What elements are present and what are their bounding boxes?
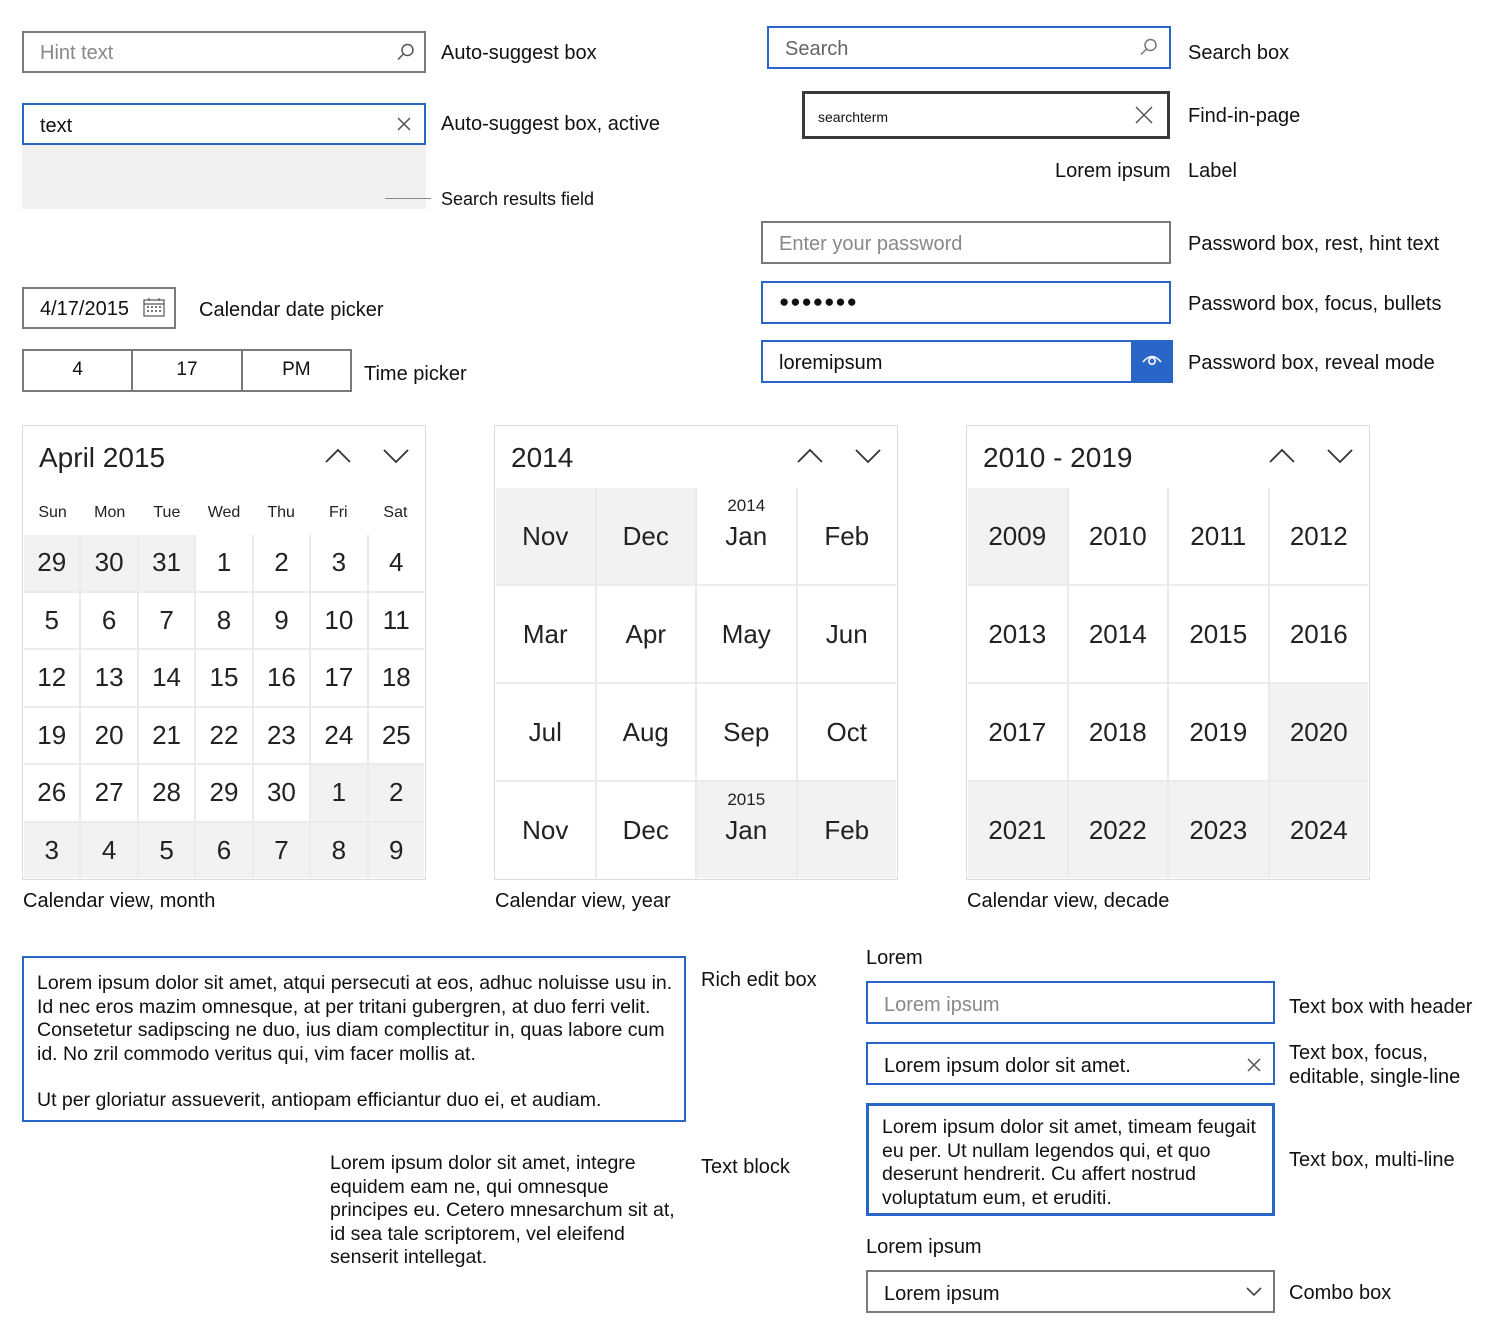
weekday-label: Fri xyxy=(328,504,348,521)
day-cell[interactable]: 3 xyxy=(311,535,366,591)
text-box-placeholder: Lorem ipsum xyxy=(884,994,1000,1016)
day-cell[interactable]: 31 xyxy=(139,535,194,591)
year-cell[interactable]: 2010 xyxy=(1069,488,1168,584)
weekday-label: Sun xyxy=(38,504,67,521)
year-cell[interactable]: 2023 xyxy=(1169,782,1268,878)
day-cell[interactable]: 23 xyxy=(254,708,309,764)
calendar-date-picker[interactable] xyxy=(22,287,176,329)
chevron-up-icon[interactable] xyxy=(795,446,825,466)
day-cell[interactable]: 29 xyxy=(196,765,251,821)
month-cell[interactable] xyxy=(597,488,696,584)
decade-title[interactable]: 2010 - 2019 xyxy=(983,442,1133,473)
day-cell[interactable]: 17 xyxy=(311,650,366,706)
year-marker: 2014 xyxy=(727,496,766,515)
month-label: Aug xyxy=(622,716,669,747)
month-label: Jul xyxy=(528,716,562,747)
auto-suggest-caption: Auto-suggest box xyxy=(441,42,597,64)
reveal-icon xyxy=(1141,351,1163,369)
calendar-icon[interactable] xyxy=(143,297,165,317)
day-cell[interactable]: 5 xyxy=(139,823,194,879)
day-cell[interactable]: 29 xyxy=(24,535,79,591)
password-focus-caption: Password box, focus, bullets xyxy=(1188,293,1442,315)
month-label: Jun xyxy=(825,618,868,649)
label-caption: Label xyxy=(1188,160,1237,182)
year-title[interactable]: 2014 xyxy=(511,442,574,473)
day-cell[interactable]: 14 xyxy=(139,650,194,706)
text-box-header: Lorem xyxy=(866,947,923,969)
year-cell[interactable]: 2015 xyxy=(1169,586,1268,682)
day-cell[interactable]: 6 xyxy=(196,823,251,879)
day-cell[interactable]: 9 xyxy=(369,823,424,879)
day-cell[interactable]: 30 xyxy=(81,535,136,591)
day-cell[interactable]: 1 xyxy=(311,765,366,821)
day-cell[interactable]: 16 xyxy=(254,650,309,706)
password-rest-caption: Password box, rest, hint text xyxy=(1188,233,1440,255)
year-cell[interactable]: 2022 xyxy=(1069,782,1168,878)
auto-suggest-hint: Hint text xyxy=(40,42,114,64)
year-marker: 2015 xyxy=(727,790,766,809)
month-cell[interactable] xyxy=(798,586,897,682)
day-cell[interactable]: 28 xyxy=(139,765,194,821)
find-in-page-box[interactable] xyxy=(802,91,1170,139)
close-icon[interactable] xyxy=(1134,105,1154,125)
calendar-view-month[interactable] xyxy=(22,425,426,880)
weekday-label: Thu xyxy=(267,504,295,521)
auto-suggest-box-active[interactable] xyxy=(22,103,426,145)
month-label: Feb xyxy=(824,814,870,845)
rich-edit-paragraph-1: Lorem ipsum dolor sit amet, atqui persecuti at eos, adhuc noluisse usu in. Id nec eros mazim omnesque, at per tritani gubergren, at duo ferri velit. Consetetur sadipscing ne duo, ius diam complectitur in, quas labore cum id. No zril commodo veritus qui, vim facer mollis at. xyxy=(37,972,673,1065)
text-box-focus[interactable] xyxy=(866,1042,1275,1085)
month-label: Jan xyxy=(725,814,768,845)
search-icon[interactable] xyxy=(1139,37,1159,57)
year-cell[interactable]: 2018 xyxy=(1069,684,1168,780)
day-cell[interactable]: 3 xyxy=(24,823,79,879)
month-cell[interactable] xyxy=(697,782,796,878)
year-cell[interactable]: 2016 xyxy=(1270,586,1369,682)
day-cell[interactable]: 18 xyxy=(369,650,424,706)
rich-edit-box[interactable] xyxy=(22,956,686,1122)
day-cell[interactable]: 24 xyxy=(311,708,366,764)
month-cell[interactable] xyxy=(496,782,595,878)
month-label: Oct xyxy=(826,716,867,747)
day-cell[interactable]: 1 xyxy=(196,535,251,591)
text-box-multiline[interactable] xyxy=(866,1103,1275,1216)
day-cell[interactable]: 6 xyxy=(81,593,136,649)
password-box-focus[interactable] xyxy=(761,281,1171,324)
month-cell[interactable] xyxy=(597,586,696,682)
month-label: Mar xyxy=(522,618,568,649)
year-cell[interactable]: 2017 xyxy=(968,684,1067,780)
day-cell[interactable]: 5 xyxy=(24,593,79,649)
close-icon[interactable] xyxy=(396,116,412,132)
day-cell[interactable]: 22 xyxy=(196,708,251,764)
day-cell[interactable]: 2 xyxy=(254,535,309,591)
date-value: 4/17/2015 xyxy=(40,298,129,320)
text-box-multiline-caption: Text box, multi-line xyxy=(1289,1149,1455,1171)
day-cell[interactable]: 4 xyxy=(81,823,136,879)
calendar-view-year[interactable] xyxy=(494,425,898,880)
text-box-multiline-value: Lorem ipsum dolor sit amet, timeam feugait eu per. Ut nullam legendos qui, et quo deserunt hendrerit. Cu affert nostrud voluptatum eum, et eruditi. xyxy=(882,1116,1256,1209)
month-cell[interactable] xyxy=(697,684,796,780)
chevron-down-icon[interactable] xyxy=(853,446,883,466)
text-box-focus-value: Lorem ipsum dolor sit amet. xyxy=(884,1055,1131,1077)
month-label: Sep xyxy=(723,716,770,747)
month-cell[interactable] xyxy=(496,586,595,682)
day-cell[interactable]: 7 xyxy=(254,823,309,879)
weekday-header xyxy=(24,504,424,522)
weekday-label: Sat xyxy=(383,504,408,521)
day-cell[interactable]: 10 xyxy=(311,593,366,649)
combo-box-header: Lorem ipsum xyxy=(866,1236,982,1258)
day-cell[interactable]: 30 xyxy=(254,765,309,821)
chevron-down-icon[interactable] xyxy=(1325,446,1355,466)
auto-suggest-box[interactable] xyxy=(22,31,426,73)
close-icon[interactable] xyxy=(1246,1057,1262,1073)
password-bullets: ●●●●●●● xyxy=(779,292,858,311)
year-cell[interactable]: 2024 xyxy=(1270,782,1369,878)
month-label: May xyxy=(721,618,771,649)
password-hint: Enter your password xyxy=(779,233,963,255)
day-cell[interactable]: 9 xyxy=(254,593,309,649)
day-cell[interactable]: 2 xyxy=(369,765,424,821)
day-cell[interactable]: 25 xyxy=(369,708,424,764)
search-box-caption: Search box xyxy=(1188,42,1290,64)
year-cell[interactable]: 2020 xyxy=(1270,684,1369,780)
search-box[interactable] xyxy=(767,26,1171,69)
time-hour[interactable]: 4 xyxy=(24,351,133,390)
month-cell[interactable] xyxy=(697,488,796,584)
month-label: Nov xyxy=(522,814,569,845)
day-cell[interactable]: 15 xyxy=(196,650,251,706)
text-block: Lorem ipsum dolor sit amet, integre equidem eam ne, qui omnesque principes eu. Cetero mnesarchum sit at, id sea tale scriptorem, vel eleifend senserit intellegat. xyxy=(330,1152,675,1268)
month-view-caption: Calendar view, month xyxy=(23,890,216,912)
find-in-page-value: searchterm xyxy=(818,109,889,125)
month-cell[interactable] xyxy=(798,782,897,878)
chevron-down-icon[interactable] xyxy=(381,446,411,466)
find-in-page-caption: Find-in-page xyxy=(1188,105,1301,127)
password-box-rest[interactable] xyxy=(761,221,1171,264)
date-picker-caption: Calendar date picker xyxy=(199,299,384,321)
chevron-up-icon[interactable] xyxy=(1267,446,1297,466)
auto-suggest-active-value: text xyxy=(40,115,73,137)
weekday-label: Mon xyxy=(94,504,126,521)
search-results-field[interactable] xyxy=(22,145,426,209)
year-cell[interactable]: 2012 xyxy=(1270,488,1369,584)
text-block-caption: Text block xyxy=(701,1156,790,1178)
search-results-caption: Search results field xyxy=(441,189,595,209)
year-cell[interactable]: 2021 xyxy=(968,782,1067,878)
time-period[interactable]: PM xyxy=(282,359,311,380)
year-cell[interactable]: 2013 xyxy=(968,586,1067,682)
combo-box[interactable] xyxy=(866,1270,1275,1313)
month-cell[interactable] xyxy=(697,586,796,682)
month-label: Dec xyxy=(622,814,669,845)
day-cell[interactable]: 8 xyxy=(196,593,251,649)
reveal-button[interactable] xyxy=(1131,340,1173,383)
callout-line xyxy=(385,198,431,199)
month-days-grid xyxy=(24,535,424,878)
day-cell[interactable]: 11 xyxy=(369,593,424,649)
time-picker[interactable] xyxy=(22,349,352,392)
day-cell[interactable]: 4 xyxy=(369,535,424,591)
day-cell[interactable]: 8 xyxy=(311,823,366,879)
combo-box-value: Lorem ipsum xyxy=(884,1283,1000,1305)
text-box-focus-caption-2: editable, single-line xyxy=(1289,1066,1461,1088)
year-months-grid xyxy=(496,488,896,878)
weekday-label: Tue xyxy=(153,504,181,521)
text-box-header-caption: Text box with header xyxy=(1289,996,1473,1018)
month-label: Feb xyxy=(824,520,870,551)
decade-view-caption: Calendar view, decade xyxy=(967,890,1170,912)
weekday-label: Wed xyxy=(207,504,241,521)
day-cell[interactable]: 27 xyxy=(81,765,136,821)
month-label: Apr xyxy=(625,618,666,649)
month-title[interactable]: April 2015 xyxy=(39,442,166,473)
text-box-focus-caption-1: Text box, focus, xyxy=(1289,1042,1428,1064)
time-picker-caption: Time picker xyxy=(364,363,467,385)
calendar-view-decade[interactable] xyxy=(966,425,1370,880)
day-cell[interactable]: 7 xyxy=(139,593,194,649)
month-label: Dec xyxy=(622,520,669,551)
text-box-with-header[interactable] xyxy=(866,981,1275,1024)
search-icon[interactable] xyxy=(396,42,416,62)
combo-box-caption: Combo box xyxy=(1289,1282,1392,1304)
day-cell[interactable]: 13 xyxy=(81,650,136,706)
day-cell[interactable]: 20 xyxy=(81,708,136,764)
password-reveal-value: loremipsum xyxy=(779,352,883,374)
password-box-reveal[interactable] xyxy=(761,340,1171,383)
auto-suggest-active-caption: Auto-suggest box, active xyxy=(441,113,661,135)
chevron-down-icon[interactable] xyxy=(1245,1286,1263,1298)
time-minute[interactable]: 17 xyxy=(133,351,242,390)
month-cell[interactable] xyxy=(597,782,696,878)
rich-edit-paragraph-2: Ut per gloriatur assueverit, antiopam efficiantur duo ei, et audiam. xyxy=(37,1089,602,1111)
month-cell[interactable] xyxy=(798,488,897,584)
rich-edit-caption: Rich edit box xyxy=(701,969,817,991)
month-cell[interactable] xyxy=(496,488,595,584)
year-view-caption: Calendar view, year xyxy=(495,890,671,912)
day-cell[interactable]: 21 xyxy=(139,708,194,764)
month-label: Nov xyxy=(522,520,569,551)
decade-years-grid xyxy=(968,488,1368,878)
month-cell[interactable] xyxy=(496,684,595,780)
month-cell[interactable] xyxy=(597,684,696,780)
month-label: Jan xyxy=(725,520,768,551)
day-cell[interactable]: 19 xyxy=(24,708,79,764)
day-cell[interactable]: 26 xyxy=(24,765,79,821)
year-cell[interactable]: 2011 xyxy=(1169,488,1268,584)
label-control: Lorem ipsum xyxy=(1055,160,1171,182)
year-cell[interactable]: 2009 xyxy=(968,488,1067,584)
chevron-up-icon[interactable] xyxy=(323,446,353,466)
month-cell[interactable] xyxy=(798,684,897,780)
day-cell[interactable]: 12 xyxy=(24,650,79,706)
password-reveal-caption: Password box, reveal mode xyxy=(1188,352,1435,374)
year-cell[interactable]: 2019 xyxy=(1169,684,1268,780)
year-cell[interactable]: 2014 xyxy=(1069,586,1168,682)
search-placeholder: Search xyxy=(785,38,849,60)
